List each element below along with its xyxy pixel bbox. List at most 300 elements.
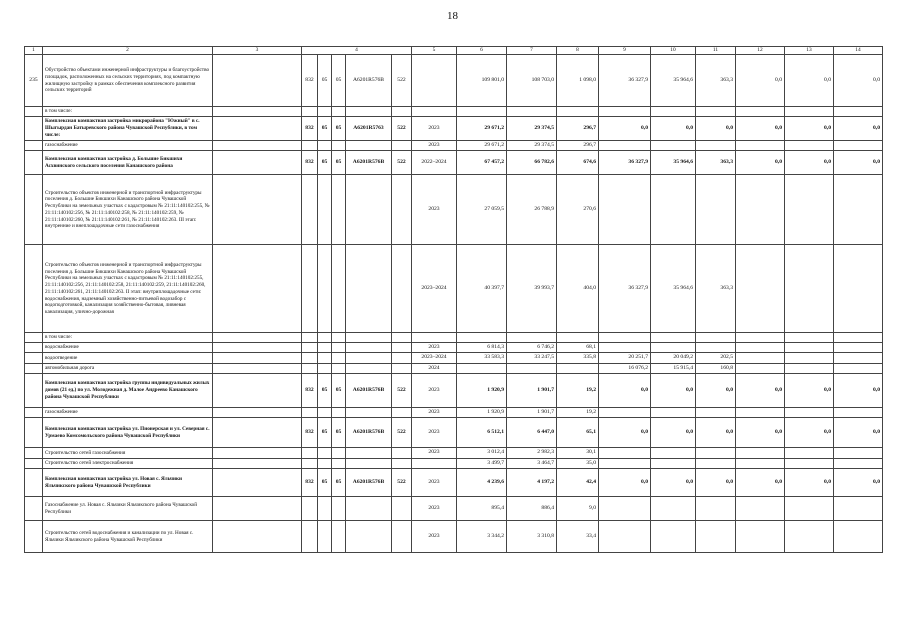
row-value-col9	[599, 333, 651, 343]
row-value-col8	[557, 363, 599, 373]
row-value-col12	[736, 245, 785, 333]
row-expense-type-code	[392, 448, 412, 459]
row-subsection-code: 05	[332, 55, 346, 107]
row-description: Строительство объектов инженерной и транспортной инфраструктуры поселения д. Большие Бикшихи Канашского района Чувашской Республики на земельных участках с кадастровым № 21:11:140102:255, 21:11:140102:256, 21:11:140102:258, 21:11:140102:259, 21:11:140102:260, 21:11:140102:261, 21:11:140102:263. II этап: внутриплощадочные сети: водоснабжения, надземный хозяйственно-питьевой водозабор с водоподготовкой, канализация хозяйственно-бытовая, ливневая канализация, улично-дорожная	[43, 245, 213, 333]
row-subsection-code	[332, 459, 346, 469]
row-subsection-code	[332, 107, 346, 117]
row-number	[25, 418, 43, 448]
table-row	[25, 469, 883, 497]
row-years: 2023	[412, 117, 457, 141]
row-section-code	[318, 459, 332, 469]
row-value-col6	[457, 363, 507, 373]
row-target-article-code: А6201R576В	[346, 55, 392, 107]
row-expense-type-code	[392, 107, 412, 117]
row-section-code	[318, 448, 332, 459]
row-empty-cell	[213, 497, 302, 521]
row-target-article-code	[346, 521, 392, 553]
row-value-col13	[785, 333, 834, 343]
row-value-col13	[785, 343, 834, 353]
row-description: Строительство сетей водоснабжения и канализации по ул. Новая с. Яльчики Яльчикского района Чувашской Республики	[43, 521, 213, 553]
row-value-col8: 33,4	[557, 521, 599, 553]
row-value-col14	[834, 497, 883, 521]
row-description: водоснабжение	[43, 343, 213, 353]
row-expense-type-code: 522	[392, 418, 412, 448]
row-value-col10: 0,0	[651, 418, 696, 448]
row-value-col11: 0,0	[696, 418, 736, 448]
row-empty-cell	[213, 407, 302, 417]
row-value-col8: 19,2	[557, 373, 599, 407]
row-subsection-code	[332, 175, 346, 245]
row-value-col11	[696, 141, 736, 151]
table-row	[25, 175, 883, 245]
row-number	[25, 353, 43, 363]
row-value-col9	[599, 459, 651, 469]
row-value-col6: 3 499,7	[457, 459, 507, 469]
row-section-code: 05	[318, 151, 332, 175]
row-value-col7: 26 788,9	[507, 175, 557, 245]
table-row	[25, 363, 883, 373]
col-number: 6	[457, 47, 507, 55]
row-section-code	[318, 107, 332, 117]
row-empty-cell	[213, 175, 302, 245]
col-number: 9	[599, 47, 651, 55]
row-value-col7: 6 746,2	[507, 343, 557, 353]
row-value-col10	[651, 141, 696, 151]
row-value-col6: 33 583,3	[457, 353, 507, 363]
row-value-col8: 404,0	[557, 245, 599, 333]
row-years	[412, 107, 457, 117]
row-value-col9: 36 327,9	[599, 151, 651, 175]
row-description: Строительство сетей электроснабжения	[43, 459, 213, 469]
row-target-article-code	[346, 407, 392, 417]
row-value-col8: 19,2	[557, 407, 599, 417]
row-empty-cell	[213, 469, 302, 497]
row-gr-code	[302, 521, 318, 553]
row-value-col12: 0,0	[736, 469, 785, 497]
table-row	[25, 373, 883, 407]
col-number: 14	[834, 47, 883, 55]
row-target-article-code: А6201R576В	[346, 373, 392, 407]
row-value-col11	[696, 333, 736, 343]
row-value-col6	[457, 333, 507, 343]
row-empty-cell	[213, 363, 302, 373]
row-gr-code: 832	[302, 469, 318, 497]
row-value-col6: 29 671,2	[457, 117, 507, 141]
row-value-col14	[834, 141, 883, 151]
row-subsection-code	[332, 245, 346, 333]
row-value-col14	[834, 363, 883, 373]
row-value-col11	[696, 459, 736, 469]
row-subsection-code	[332, 343, 346, 353]
row-years: 2023	[412, 343, 457, 353]
row-years: 2023	[412, 521, 457, 553]
row-target-article-code	[346, 497, 392, 521]
table-row	[25, 407, 883, 417]
row-value-col14	[834, 343, 883, 353]
row-expense-type-code	[392, 343, 412, 353]
row-subsection-code: 05	[332, 373, 346, 407]
row-value-col10: 35 964,6	[651, 151, 696, 175]
row-value-col11	[696, 107, 736, 117]
row-years: 2023–2024	[412, 353, 457, 363]
row-value-col12: 0,0	[736, 373, 785, 407]
row-value-col11: 363,3	[696, 151, 736, 175]
row-years: 2023	[412, 469, 457, 497]
row-value-col8: 9,0	[557, 497, 599, 521]
row-subsection-code: 05	[332, 469, 346, 497]
col-number: 5	[412, 47, 457, 55]
row-section-code	[318, 245, 332, 333]
row-value-col6: 1 920,9	[457, 407, 507, 417]
table-row	[25, 245, 883, 333]
row-subsection-code: 05	[332, 418, 346, 448]
row-empty-cell	[213, 353, 302, 363]
row-subsection-code	[332, 521, 346, 553]
row-value-col13	[785, 521, 834, 553]
row-target-article-code: А6201R576В	[346, 151, 392, 175]
row-value-col7	[507, 333, 557, 343]
row-description: газоснабжение	[43, 407, 213, 417]
row-value-col9	[599, 141, 651, 151]
row-value-col14	[834, 175, 883, 245]
row-gr-code: 832	[302, 418, 318, 448]
row-gr-code	[302, 245, 318, 333]
row-value-col6: 3 012,4	[457, 448, 507, 459]
row-description: Газоснабжение ул. Новая с. Яльчики Яльчикского района Чувашской Республики	[43, 497, 213, 521]
row-section-code	[318, 363, 332, 373]
row-empty-cell	[213, 151, 302, 175]
row-value-col8	[557, 107, 599, 117]
row-expense-type-code	[392, 363, 412, 373]
row-expense-type-code: 522	[392, 117, 412, 141]
row-number	[25, 459, 43, 469]
row-empty-cell	[213, 418, 302, 448]
row-description: водоотведение	[43, 353, 213, 363]
row-value-col12	[736, 459, 785, 469]
row-value-col12: 0,0	[736, 151, 785, 175]
row-expense-type-code	[392, 175, 412, 245]
row-subsection-code	[332, 448, 346, 459]
col-number: 10	[651, 47, 696, 55]
row-value-col14	[834, 459, 883, 469]
row-value-col9	[599, 343, 651, 353]
page-number: 18	[447, 10, 458, 22]
row-target-article-code	[346, 141, 392, 151]
row-value-col9	[599, 107, 651, 117]
row-value-col10	[651, 407, 696, 417]
row-years: 2023	[412, 497, 457, 521]
row-value-col8: 296,7	[557, 141, 599, 151]
row-value-col6: 4 239,6	[457, 469, 507, 497]
table-row	[25, 333, 883, 343]
row-value-col12	[736, 141, 785, 151]
row-value-col14: 0,0	[834, 373, 883, 407]
row-number	[25, 343, 43, 353]
row-subsection-code	[332, 407, 346, 417]
row-value-col10: 0,0	[651, 117, 696, 141]
row-value-col12	[736, 407, 785, 417]
table-row	[25, 343, 883, 353]
row-subsection-code: 05	[332, 117, 346, 141]
row-description: Строительство объектов инженерной и транспортной инфраструктуры поселения д. Большие Бикшихи Канашского района Чувашской Республики на земельных участках с кадастровым № 21:11:140102:255, № 21:11:140102:256, № 21:11:140102:258, № 21:11:140102:259, № 21:11:140102:260, № 21:11:140102:261, № 21:11:140102:263. III этап: внутренние и внеплощадочные сети газоснабжения	[43, 175, 213, 245]
row-value-col8: 674,6	[557, 151, 599, 175]
row-value-col12	[736, 107, 785, 117]
col-number: 3	[213, 47, 302, 55]
row-value-col13	[785, 407, 834, 417]
row-value-col6: 6 814,3	[457, 343, 507, 353]
row-target-article-code	[346, 363, 392, 373]
row-value-col12	[736, 448, 785, 459]
row-value-col13	[785, 245, 834, 333]
row-section-code: 05	[318, 373, 332, 407]
row-number	[25, 141, 43, 151]
row-value-col7: 3 310,8	[507, 521, 557, 553]
row-value-col8	[557, 333, 599, 343]
row-empty-cell	[213, 521, 302, 553]
row-number	[25, 151, 43, 175]
row-number	[25, 407, 43, 417]
row-value-col14: 0,0	[834, 117, 883, 141]
row-target-article-code: А6201R576В	[346, 469, 392, 497]
row-value-col8: 68,1	[557, 343, 599, 353]
row-value-col6: 895,4	[457, 497, 507, 521]
row-value-col12	[736, 497, 785, 521]
row-value-col13: 0,0	[785, 469, 834, 497]
row-value-col9	[599, 521, 651, 553]
row-value-col7	[507, 363, 557, 373]
table-row	[25, 117, 883, 141]
row-gr-code	[302, 448, 318, 459]
row-value-col10: 35 964,6	[651, 55, 696, 107]
row-value-col11: 160,8	[696, 363, 736, 373]
row-value-col12	[736, 353, 785, 363]
row-value-col11: 0,0	[696, 373, 736, 407]
row-description: Комплексная компактная застройка д. Большие Бикшихи Асхвинского сельского поселения Канашского района	[43, 151, 213, 175]
row-section-code	[318, 353, 332, 363]
row-expense-type-code	[392, 459, 412, 469]
row-years: 2023	[412, 141, 457, 151]
row-target-article-code	[346, 175, 392, 245]
row-expense-type-code	[392, 353, 412, 363]
row-value-col13	[785, 107, 834, 117]
col-number: 8	[557, 47, 599, 55]
row-value-col11: 363,3	[696, 55, 736, 107]
row-value-col10	[651, 107, 696, 117]
row-target-article-code	[346, 245, 392, 333]
row-value-col9: 0,0	[599, 418, 651, 448]
row-number	[25, 469, 43, 497]
row-value-col10	[651, 459, 696, 469]
row-value-col12	[736, 363, 785, 373]
row-value-col13: 0,0	[785, 117, 834, 141]
col-number: 12	[736, 47, 785, 55]
row-value-col9: 0,0	[599, 117, 651, 141]
row-empty-cell	[213, 448, 302, 459]
row-subsection-code	[332, 333, 346, 343]
row-value-col11	[696, 407, 736, 417]
row-target-article-code	[346, 333, 392, 343]
row-gr-code: 832	[302, 117, 318, 141]
row-value-col12: 0,0	[736, 117, 785, 141]
row-number	[25, 497, 43, 521]
row-expense-type-code: 522	[392, 151, 412, 175]
row-description: газоснабжение	[43, 141, 213, 151]
row-empty-cell	[213, 117, 302, 141]
row-years	[412, 55, 457, 107]
row-description: Комплексная компактная застройка ул. Пионерская и ул. Северная с. Урмаево Комсомольского района Чувашской Республики	[43, 418, 213, 448]
row-value-col6: 6 512,1	[457, 418, 507, 448]
row-description: Комплексная компактная застройка группы индивидуальных жилых домов (21 ед.) по ул. Молодежная д. Малое Андреево Канашского района Чувашской Республики	[43, 373, 213, 407]
row-value-col9: 0,0	[599, 373, 651, 407]
row-gr-code	[302, 107, 318, 117]
row-value-col12	[736, 175, 785, 245]
row-value-col11	[696, 343, 736, 353]
row-expense-type-code	[392, 141, 412, 151]
row-expense-type-code	[392, 521, 412, 553]
row-target-article-code: А6201R576В	[346, 418, 392, 448]
row-expense-type-code: 522	[392, 469, 412, 497]
row-value-col10: 20 049,2	[651, 353, 696, 363]
row-section-code	[318, 175, 332, 245]
row-value-col12	[736, 343, 785, 353]
row-value-col10	[651, 497, 696, 521]
row-value-col9	[599, 448, 651, 459]
row-value-col10	[651, 521, 696, 553]
row-years: 2024	[412, 363, 457, 373]
row-value-col8: 1 098,0	[557, 55, 599, 107]
row-gr-code	[302, 141, 318, 151]
row-subsection-code	[332, 353, 346, 363]
row-value-col13: 0,0	[785, 373, 834, 407]
row-value-col9	[599, 497, 651, 521]
row-value-col7	[507, 107, 557, 117]
row-gr-code	[302, 363, 318, 373]
table-row	[25, 151, 883, 175]
row-target-article-code	[346, 353, 392, 363]
row-empty-cell	[213, 343, 302, 353]
table-row	[25, 418, 883, 448]
row-value-col14	[834, 407, 883, 417]
row-value-col8: 296,7	[557, 117, 599, 141]
col-number: 2	[43, 47, 213, 55]
row-value-col7: 29 374,5	[507, 117, 557, 141]
row-value-col11	[696, 448, 736, 459]
row-value-col13: 0,0	[785, 55, 834, 107]
row-value-col11: 363,3	[696, 245, 736, 333]
row-value-col8: 35,0	[557, 459, 599, 469]
row-value-col11	[696, 497, 736, 521]
table-row	[25, 353, 883, 363]
row-section-code: 05	[318, 117, 332, 141]
row-value-col6: 27 059,5	[457, 175, 507, 245]
row-value-col12	[736, 333, 785, 343]
row-expense-type-code	[392, 245, 412, 333]
row-value-col9: 20 251,7	[599, 353, 651, 363]
row-section-code: 05	[318, 469, 332, 497]
row-expense-type-code	[392, 497, 412, 521]
row-value-col12: 0,0	[736, 418, 785, 448]
row-target-article-code: А6201R5763	[346, 117, 392, 141]
row-empty-cell	[213, 459, 302, 469]
row-value-col7: 1 901,7	[507, 373, 557, 407]
row-value-col14	[834, 107, 883, 117]
row-value-col14	[834, 448, 883, 459]
row-value-col8: 65,1	[557, 418, 599, 448]
row-years: 2023	[412, 418, 457, 448]
row-value-col7: 33 247,5	[507, 353, 557, 363]
row-value-col14	[834, 353, 883, 363]
row-description: Комплексная компактная застройка микрорайона "Южный" в с. Шыгырдан Батыревского района Чувашской Республики, в том числе:	[43, 117, 213, 141]
row-value-col6: 109 801,0	[457, 55, 507, 107]
row-gr-code: 832	[302, 373, 318, 407]
row-value-col10: 0,0	[651, 373, 696, 407]
row-empty-cell	[213, 333, 302, 343]
row-description: в том числе:	[43, 107, 213, 117]
row-value-col11: 0,0	[696, 117, 736, 141]
row-value-col6: 40 397,7	[457, 245, 507, 333]
row-section-code: 05	[318, 418, 332, 448]
row-value-col6: 1 920,9	[457, 373, 507, 407]
row-subsection-code	[332, 363, 346, 373]
row-section-code	[318, 343, 332, 353]
row-value-col7: 108 703,0	[507, 55, 557, 107]
row-target-article-code	[346, 459, 392, 469]
row-gr-code	[302, 333, 318, 343]
row-section-code	[318, 141, 332, 151]
col-number: 11	[696, 47, 736, 55]
row-gr-code	[302, 497, 318, 521]
row-number: 235	[25, 55, 43, 107]
row-value-col6	[457, 107, 507, 117]
row-value-col13	[785, 175, 834, 245]
row-target-article-code	[346, 107, 392, 117]
row-empty-cell	[213, 55, 302, 107]
row-value-col14	[834, 245, 883, 333]
table-row	[25, 55, 883, 107]
row-years: 2023	[412, 448, 457, 459]
row-value-col14: 0,0	[834, 55, 883, 107]
row-value-col7: 6 447,0	[507, 418, 557, 448]
row-value-col10: 15 915,4	[651, 363, 696, 373]
row-value-col6: 67 457,2	[457, 151, 507, 175]
row-expense-type-code: 522	[392, 55, 412, 107]
row-subsection-code	[332, 141, 346, 151]
row-section-code	[318, 333, 332, 343]
row-description: автомобильная дорога	[43, 363, 213, 373]
row-number	[25, 245, 43, 333]
row-value-col10	[651, 448, 696, 459]
row-number	[25, 117, 43, 141]
row-years: 2022–2024	[412, 151, 457, 175]
row-value-col13: 0,0	[785, 418, 834, 448]
row-empty-cell	[213, 141, 302, 151]
row-number	[25, 373, 43, 407]
table-row	[25, 448, 883, 459]
row-number	[25, 333, 43, 343]
row-value-col13	[785, 459, 834, 469]
row-value-col7: 3 464,7	[507, 459, 557, 469]
row-target-article-code	[346, 448, 392, 459]
row-value-col13	[785, 141, 834, 151]
row-subsection-code: 05	[332, 151, 346, 175]
row-value-col6: 3 344,2	[457, 521, 507, 553]
row-value-col7: 29 374,5	[507, 141, 557, 151]
col-number: 13	[785, 47, 834, 55]
row-empty-cell	[213, 373, 302, 407]
row-subsection-code	[332, 497, 346, 521]
row-years: 2023	[412, 175, 457, 245]
row-section-code: 05	[318, 55, 332, 107]
